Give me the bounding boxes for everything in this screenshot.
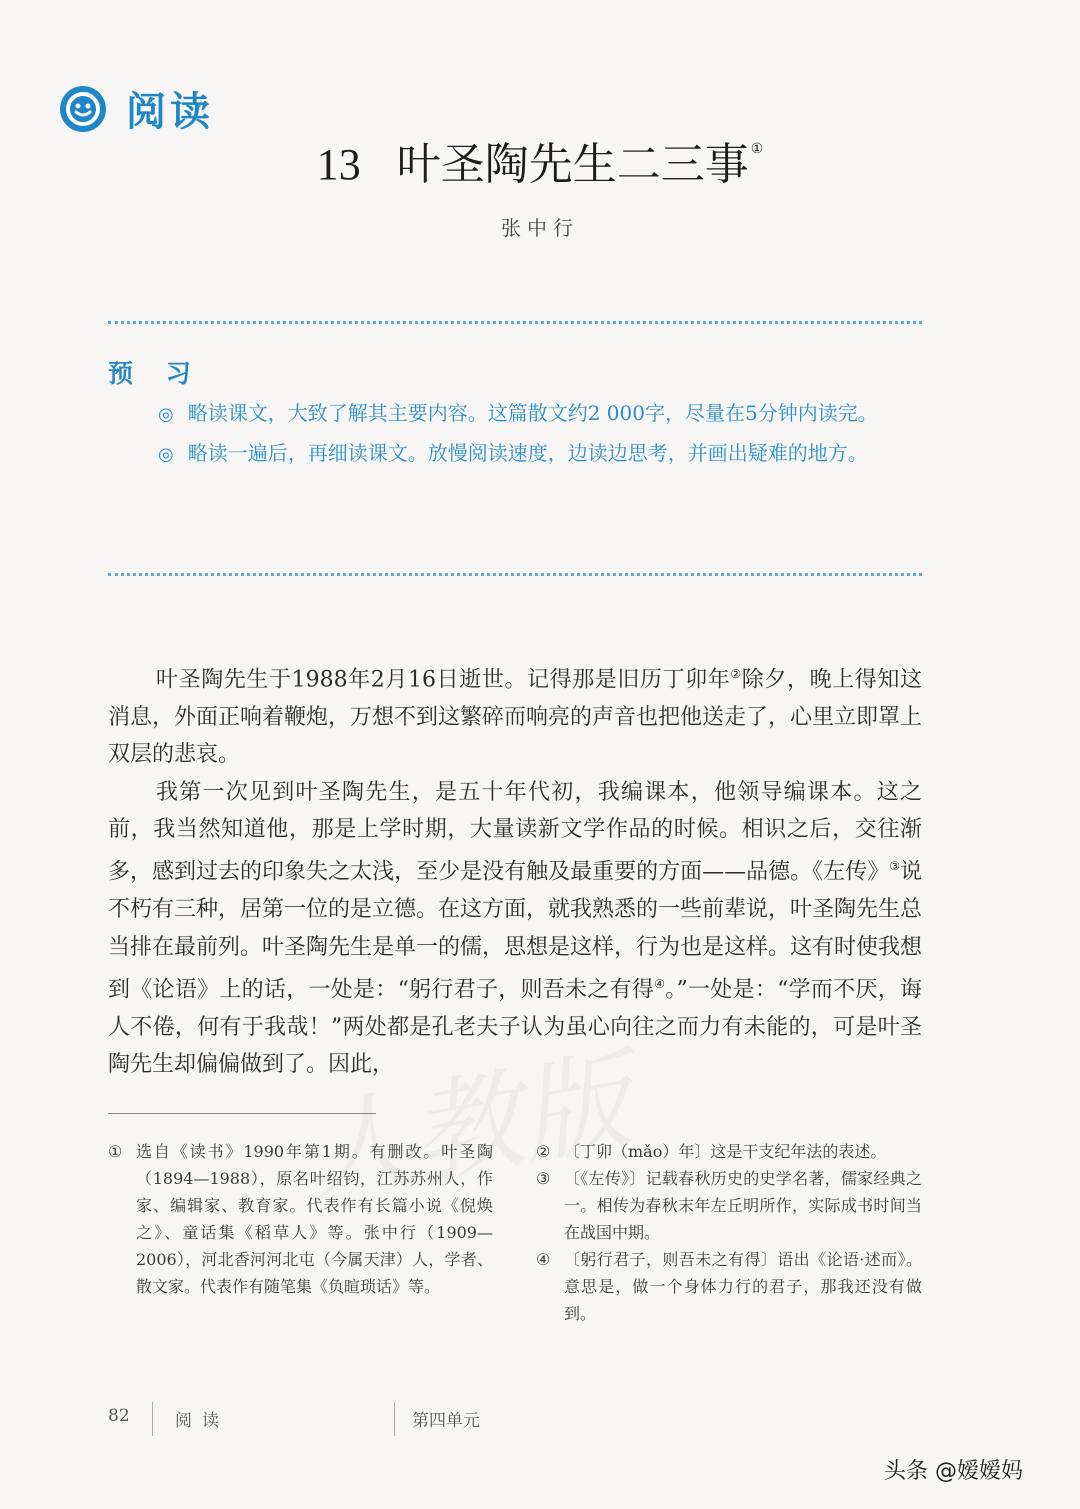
preview-heading: 预 习 <box>108 359 203 388</box>
footnote-mark: ② <box>536 1142 551 1161</box>
footer-divider <box>394 1402 395 1436</box>
footnote-ref[interactable]: ③ <box>889 859 900 874</box>
preview-box <box>108 394 922 474</box>
preview-item: ◎ 略读一遍后，再细读课文。放慢阅读速度，边读边思考，并画出疑难的地方。 <box>158 441 868 465</box>
section-label: 阅读 <box>126 88 214 135</box>
footnote <box>536 1138 922 1165</box>
page-number: 82 <box>108 1406 130 1426</box>
dotted-divider-bottom <box>108 573 922 576</box>
footer-unit: 第四单元 <box>412 1411 480 1431</box>
footnotes-left <box>108 1138 493 1300</box>
footnote-text: 〔躬行君子，则吾未之有得〕语出《论语·述而》。意思是，做一个身体力行的君子，那我还没有做到。 <box>564 1250 922 1323</box>
dotted-divider-top <box>108 321 922 324</box>
footnote <box>536 1165 922 1246</box>
footnote-text: 〔《左传》〕记载春秋历史的史学名著，儒家经典之一。相传为春秋末年左丘明所作，实际成书时间当在战国中期。 <box>564 1169 922 1242</box>
footnote-mark: ③ <box>536 1169 551 1188</box>
footnote-mark: ④ <box>536 1250 551 1269</box>
title-footnote-ref[interactable]: ① <box>750 141 764 157</box>
footer-section: 阅读 <box>175 1411 229 1431</box>
footnote-ref[interactable]: ② <box>730 667 742 681</box>
bullet-icon: ◎ <box>158 444 174 465</box>
lesson-title-text: 叶圣陶先生二三事 <box>396 139 749 190</box>
article-body <box>108 656 922 1083</box>
bullet-icon: ◎ <box>158 404 174 425</box>
smiley-icon <box>60 86 106 132</box>
lesson-number: 13 <box>316 140 361 189</box>
footnotes-right <box>536 1138 922 1327</box>
paragraph: 我第一次见到叶圣陶先生，是五十年代初，我编课本，他领导编课本。这之前，我当然知道他，那是上学时期，大量读新文学作品的时候。相识之后，交往渐多，感到过去的印象失之太浅，至少是没有触及最重要的方面——品德。《左传》③说不朽有三种，居第一位的是立德。在这方面，就我熟悉的一些前辈说，叶圣陶先生总当排在最前列。叶圣陶先生是单一的儒，思想是这样，行为也是这样。这有时使我想到《论语》上的话，一处是：“躬行君子，则吾未之有得④。”一处是：“学而不厌，诲人不倦，何有于我哉！”两处都是孔老夫子认为虽心向往之而力有未能的，可是叶圣陶先生却偏偏做到了。因此， <box>108 779 923 1078</box>
author: 张中行 <box>501 216 579 240</box>
paragraph: 叶圣陶先生于1988年2月16日逝世。记得那是旧历丁卯年②除夕，晚上得知这消息，外面正响着鞭炮，万想不到这繁碎而响亮的声音也把他送走了，心里立即罩上双层的悲哀。 <box>108 667 923 768</box>
footnote <box>108 1138 493 1300</box>
watermark: 头条 @嫒嫒妈 <box>884 1459 1023 1484</box>
footnote-mark: ① <box>108 1142 123 1161</box>
footnote-text: 选自《读书》1990年第1期。有删改。叶圣陶（1894—1988），原名叶绍钧，江苏苏州人，作家、编辑家、教育家。代表作有长篇小说《倪焕之》、童话集《稻草人》等。张中行（1909—2006），河北香河河北屯（今属天津）人，学者、散文家。代表作有随笔集《负暄琐话》等。 <box>136 1142 493 1296</box>
lesson-title <box>0 128 1080 192</box>
footnote-ref[interactable]: ④ <box>654 976 666 991</box>
footer-divider <box>152 1402 153 1436</box>
footnote-text: 〔丁卯（mǎo）年〕这是干支纪年法的表述。 <box>564 1142 887 1161</box>
preview-item: ◎ 略读课文，大致了解其主要内容。这篇散文约2 000字，尽量在5分钟内读完。 <box>158 401 878 425</box>
footnote <box>536 1246 922 1327</box>
footnote-rule <box>108 1113 376 1114</box>
